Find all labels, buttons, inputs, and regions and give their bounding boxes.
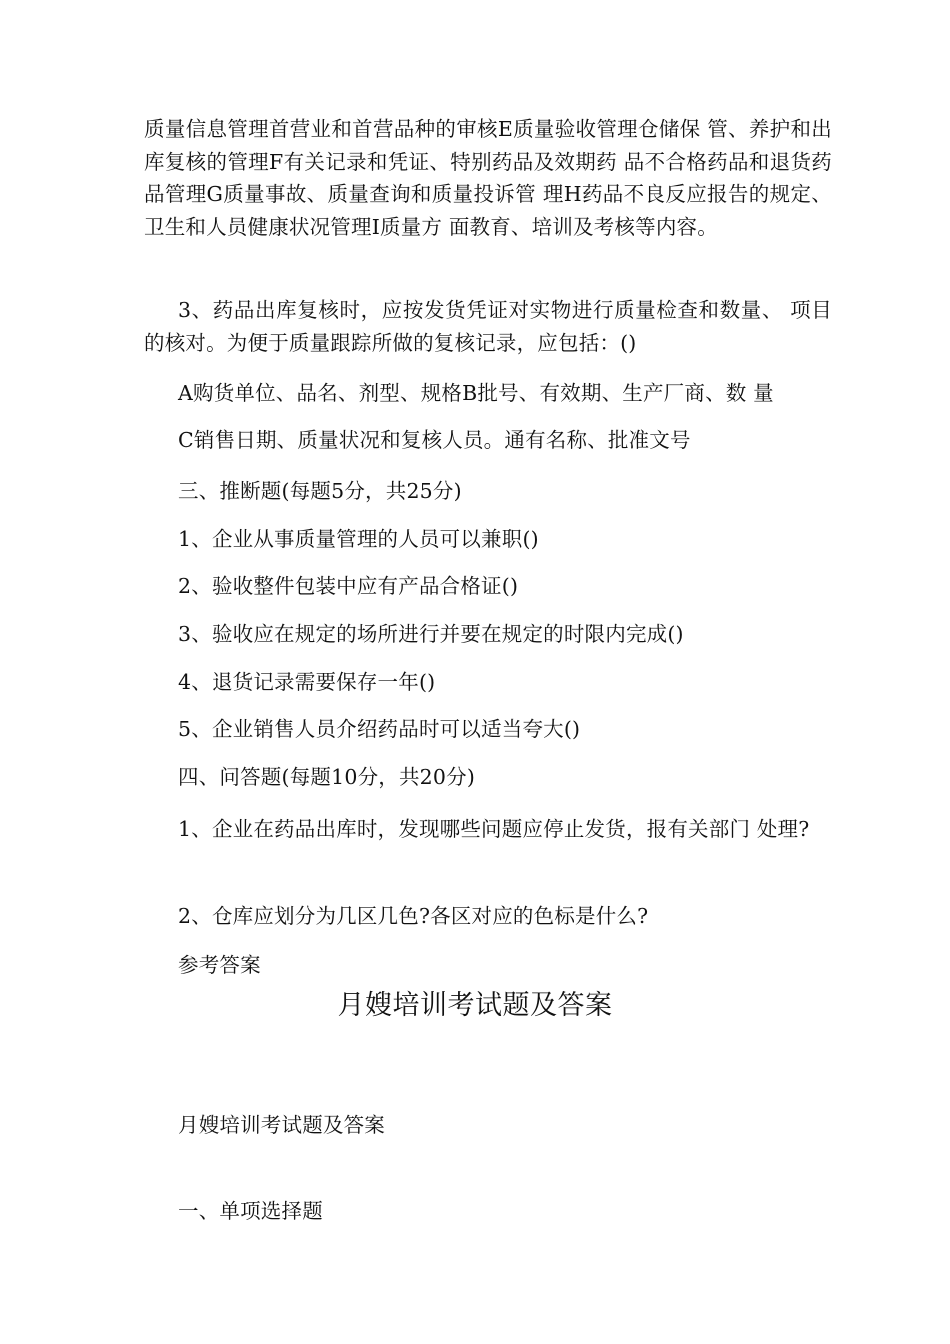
judge-item-3: 3、验收应在规定的场所进行并要在规定的时限内完成() [178, 622, 684, 646]
qa-item-1: 1、企业在药品出库时，发现哪些问题应停止发货，报有关部门 处理? [178, 817, 810, 841]
section-heading-judgement: 三、推断题(每题5分，共25分) [178, 479, 462, 503]
judge-item-4: 4、退货记录需要保存一年() [178, 670, 436, 694]
document-subtitle: 月嫂培训考试题及答案 [178, 1113, 385, 1137]
section-heading-single-choice: 一、单项选择题 [178, 1199, 323, 1223]
judge-item-2: 2、验收整件包装中应有产品合格证() [178, 574, 519, 598]
section-heading-qa: 四、问答题(每题10分，共20分) [178, 765, 476, 789]
option-a-b: A购货单位、品名、剂型、规格B批号、有效期、生产厂商、数 量 [178, 381, 774, 405]
paragraph-quality-management: 质量信息管理首营业和首营品种的审核E质量验收管理仓储保 管、养护和出库复核的管理F有关记录和凭证、特别药品及效期药 品不合格药品和退货药品管理G质量事故、质量查询和质量投诉管 理H药品不良反应报告的规定、卫生和人员健康状况管理I质量方 面教育、培训及考核等内容。 [144, 117, 832, 239]
question-3-outbound-review: 3、药品出库复核时，应按发货凭证对实物进行质量检查和数量、 项目的核对。为便于质量跟踪所做的复核记录，应包括：() [144, 298, 832, 355]
document-title: 月嫂培训考试题及答案 [337, 990, 613, 1021]
option-c: C销售日期、质量状况和复核人员。通有名称、批准文号 [178, 428, 691, 452]
reference-answers-heading: 参考答案 [178, 953, 261, 977]
judge-item-5: 5、企业销售人员介绍药品时可以适当夸大() [178, 717, 581, 741]
qa-item-2: 2、仓库应划分为几区几色?各区对应的色标是什么? [178, 904, 649, 928]
judge-item-1: 1、企业从事质量管理的人员可以兼职() [178, 527, 539, 551]
